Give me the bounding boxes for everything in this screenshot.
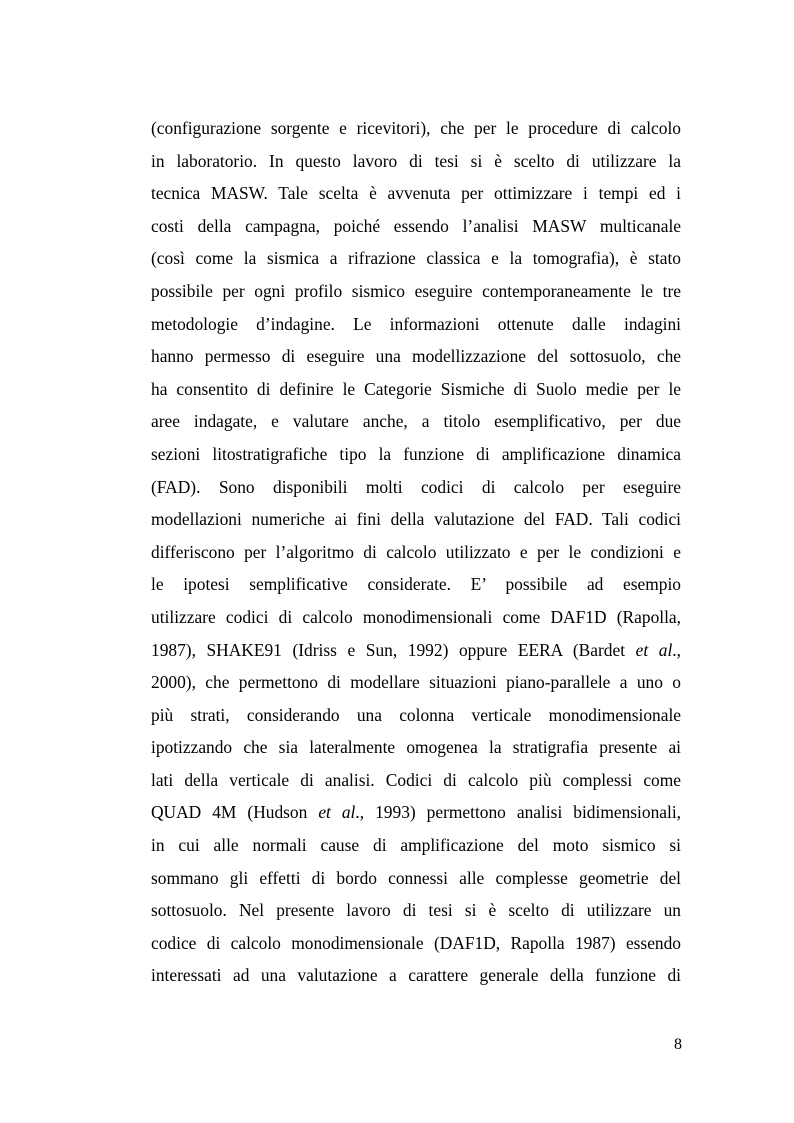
text-line bbox=[151, 634, 681, 667]
text-segment: (così come la sismica a rifrazione classica e la tomografia), è stato bbox=[151, 248, 681, 269]
text-segment: codice di calcolo monodimensionale (DAF1D, Rapolla 1987) essendo bbox=[151, 932, 681, 953]
text-segment: sottosuolo. Nel presente lavoro di tesi si è scelto di utilizzare un bbox=[151, 900, 681, 921]
text-line bbox=[151, 145, 681, 178]
text-segment: QUAD 4M (Hudson bbox=[151, 802, 319, 823]
text-segment: possibile per ogni profilo sismico eseguire contemporaneamente le tre bbox=[151, 280, 681, 301]
text-segment: hanno permesso di eseguire una modellizzazione del sottosuolo, che bbox=[151, 346, 681, 367]
italic-text: et al bbox=[318, 802, 356, 823]
text-line bbox=[151, 764, 681, 797]
text-segment: lati della verticale di analisi. Codici di calcolo più complessi come bbox=[151, 769, 681, 790]
text-line bbox=[151, 568, 681, 601]
text-segment: modellazioni numeriche ai fini della valutazione del FAD. Tali codici bbox=[151, 509, 681, 530]
text-segment: più strati, considerando una colonna verticale monodimensionale bbox=[151, 704, 681, 725]
text-line bbox=[151, 308, 681, 341]
text-line bbox=[151, 210, 681, 243]
body-text bbox=[151, 112, 681, 992]
text-segment: costi della campagna, poiché essendo l’analisi MASW multicanale bbox=[151, 215, 681, 236]
text-line bbox=[151, 536, 681, 569]
text-line bbox=[151, 601, 681, 634]
text-line bbox=[151, 699, 681, 732]
text-segment: le ipotesi semplificative considerate. E’ possibile ad esempio bbox=[151, 574, 681, 595]
text-segment: ., 1993) permettono analisi bidimensionali, bbox=[355, 802, 681, 823]
text-line bbox=[151, 731, 681, 764]
text-line bbox=[151, 829, 681, 862]
text-segment: utilizzare codici di calcolo monodimensionali come DAF1D (Rapolla, bbox=[151, 606, 681, 627]
text-line bbox=[151, 275, 681, 308]
text-segment: interessati ad una valutazione a carattere generale della funzione di bbox=[151, 965, 681, 986]
text-line bbox=[151, 112, 681, 145]
text-line bbox=[151, 340, 681, 373]
text-line bbox=[151, 373, 681, 406]
text-segment: sezioni litostratigrafiche tipo la funzione di amplificazione dinamica bbox=[151, 443, 681, 464]
text-line bbox=[151, 405, 681, 438]
text-segment: 1987), SHAKE91 (Idriss e Sun, 1992) oppure EERA (Bardet bbox=[151, 639, 636, 660]
text-line bbox=[151, 959, 681, 992]
text-segment: tecnica MASW. Tale scelta è avvenuta per ottimizzare i tempi ed i bbox=[151, 183, 681, 204]
text-segment: sommano gli effetti di bordo connessi alle complesse geometrie del bbox=[151, 867, 681, 888]
text-line bbox=[151, 177, 681, 210]
text-line bbox=[151, 894, 681, 927]
text-line bbox=[151, 438, 681, 471]
text-line bbox=[151, 927, 681, 960]
text-line bbox=[151, 242, 681, 275]
text-segment: aree indagate, e valutare anche, a titolo esemplificativo, per due bbox=[151, 411, 681, 432]
text-segment: in cui alle normali cause di amplificazione del moto sismico si bbox=[151, 835, 681, 856]
text-segment: differiscono per l’algoritmo di calcolo utilizzato e per le condizioni e bbox=[151, 541, 681, 562]
text-line bbox=[151, 471, 681, 504]
text-segment: (FAD). Sono disponibili molti codici di calcolo per eseguire bbox=[151, 476, 681, 497]
text-line bbox=[151, 862, 681, 895]
italic-text: et al bbox=[635, 639, 673, 660]
page-number: 8 bbox=[674, 1036, 682, 1053]
text-line bbox=[151, 666, 681, 699]
text-line bbox=[151, 796, 681, 829]
text-segment: (configurazione sorgente e ricevitori), che per le procedure di calcolo bbox=[151, 118, 681, 138]
text-segment: ha consentito di definire le Categorie Sismiche di Suolo medie per le bbox=[151, 378, 681, 399]
text-segment: ., bbox=[672, 639, 681, 660]
text-segment: ipotizzando che sia lateralmente omogenea la stratigrafia presente ai bbox=[151, 737, 681, 758]
text-line bbox=[151, 503, 681, 536]
text-segment: metodologie d’indagine. Le informazioni ottenute dalle indagini bbox=[151, 313, 681, 334]
text-segment: 2000), che permettono di modellare situazioni piano-parallele a uno o bbox=[151, 672, 681, 693]
text-segment: in laboratorio. In questo lavoro di tesi si è scelto di utilizzare la bbox=[151, 150, 681, 171]
